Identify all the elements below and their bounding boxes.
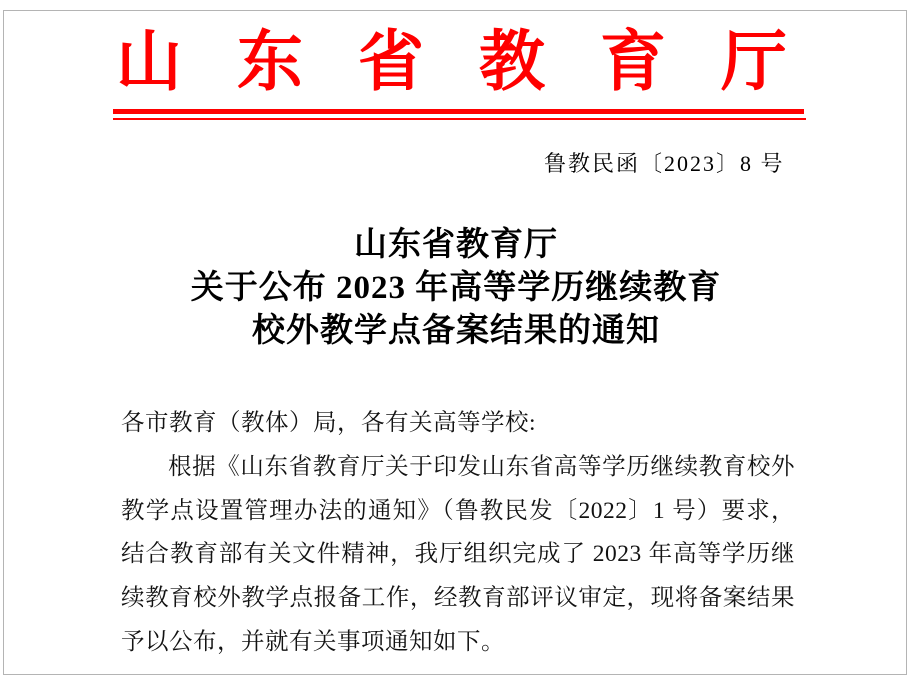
document-title-line-1: 山东省教育厅 [354, 227, 558, 263]
document-title [4, 224, 908, 353]
document-reference-number: 鲁教民函〔2023〕8 号 [544, 151, 785, 176]
letterhead-divider-thick [113, 109, 804, 114]
paragraph-line: 根据《山东省教育厅关于印发山东省高等学历继续教育校外 [168, 453, 795, 480]
paragraph-line: 教学点设置管理办法的通知》（鲁教民发〔2022〕1 号）要求， [121, 497, 795, 524]
letterhead-agency-name: 山东省教育厅 [116, 26, 842, 99]
document-page [3, 10, 907, 675]
document-title-line-3: 校外教学点备案结果的通知 [252, 313, 660, 349]
salutation-line: 各市教育（教体）局，各有关高等学校: [121, 410, 537, 436]
letterhead-divider-thin [113, 118, 806, 120]
paragraph-line: 予以公布，并就有关事项通知如下。 [121, 628, 505, 655]
document-title-line-2: 关于公布 2023 年高等学历继续教育 [190, 270, 722, 306]
document-body [121, 402, 795, 665]
paragraph-line: 结合教育部有关文件精神，我厅组织完成了 2023 年高等学历继 [121, 541, 795, 568]
paragraph-line: 续教育校外教学点报备工作，经教育部评议审定，现将备案结果 [121, 585, 795, 612]
